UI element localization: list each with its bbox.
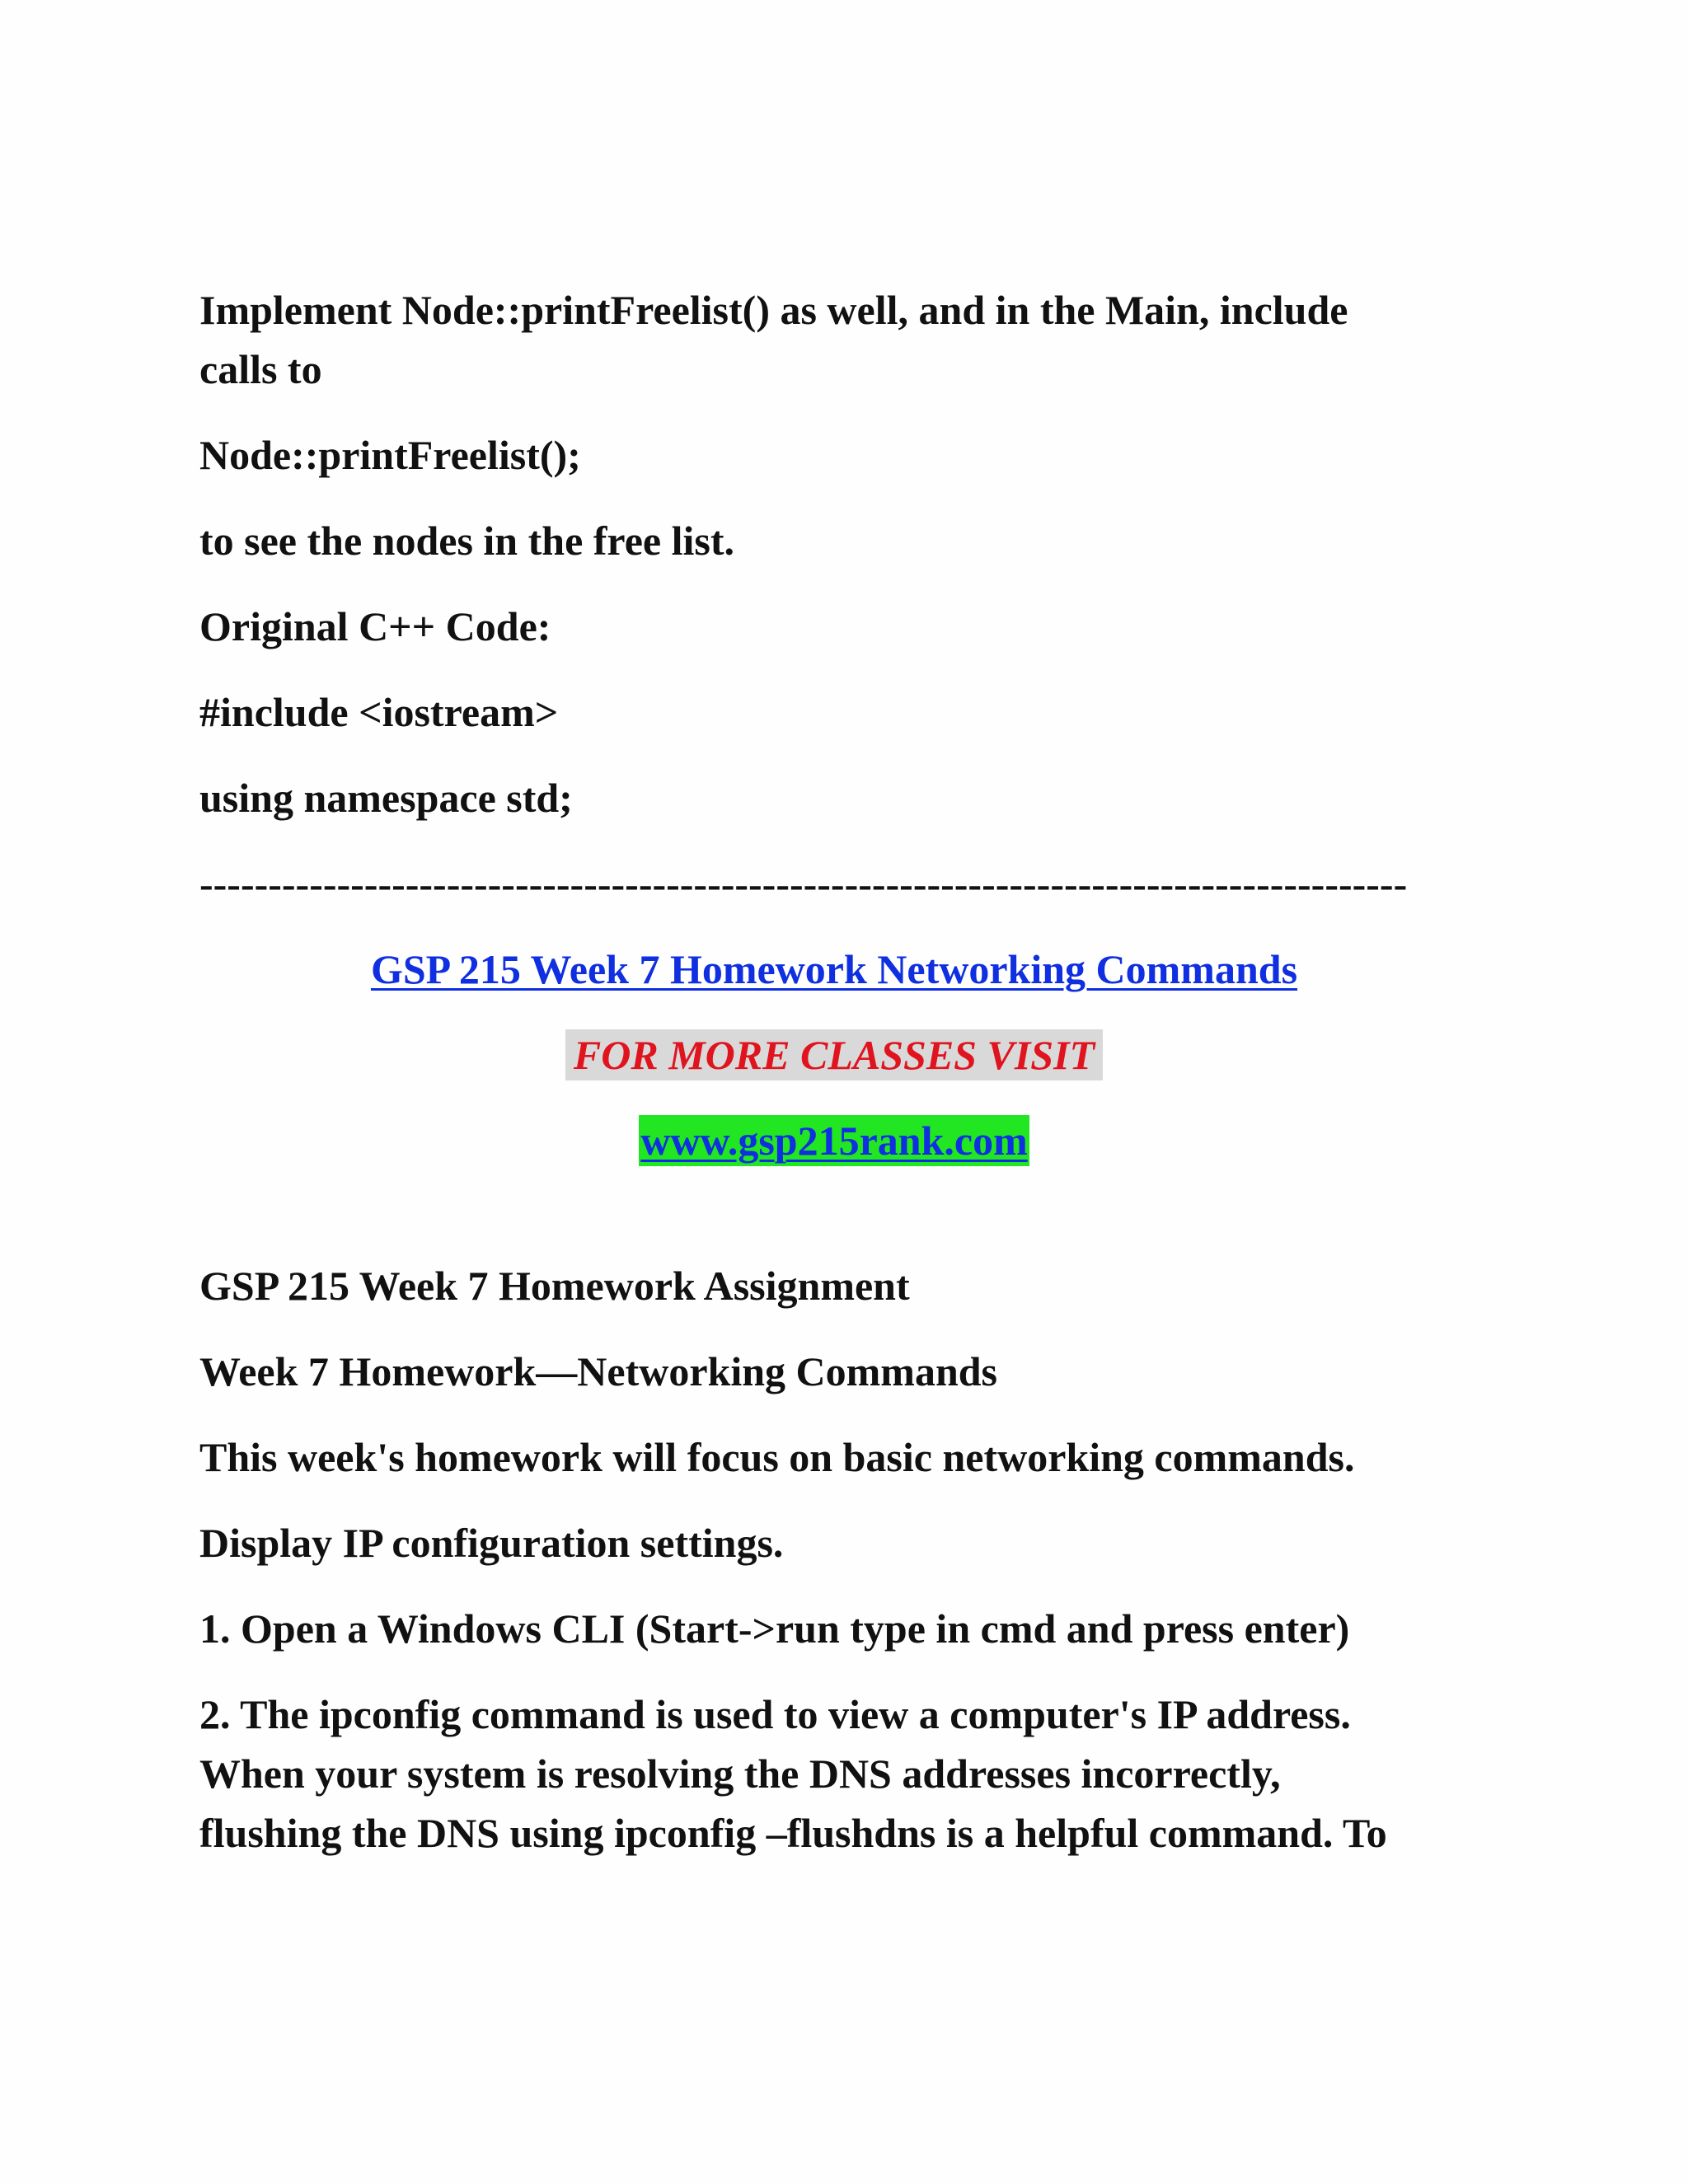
homework-title-link[interactable]: GSP 215 Week 7 Homework Networking Commands xyxy=(370,946,1298,992)
promo-title-row xyxy=(199,940,1469,999)
more-classes-banner: FOR MORE CLASSES VISIT xyxy=(565,1029,1103,1080)
step-2-line-2: When your system is resolving the DNS addresses incorrectly, xyxy=(199,1750,1281,1797)
document-body xyxy=(199,280,1535,1889)
original-code-label: Original C++ Code: xyxy=(199,603,551,649)
display-ip-line: Display IP configuration settings. xyxy=(199,1520,784,1566)
intro-line-2: calls to xyxy=(199,346,322,392)
step-2-paragraph xyxy=(199,1685,1535,1863)
focus-line: This week's homework will focus on basic networking commands. xyxy=(199,1434,1355,1480)
using-line: using namespace std; xyxy=(199,775,573,821)
promo-site-row xyxy=(199,1111,1469,1170)
see-nodes-line: to see the nodes in the free list. xyxy=(199,518,734,564)
step-1-line: 1. Open a Windows CLI (Start->run type in cmd and press enter) xyxy=(199,1605,1350,1652)
step-2-line-3: flushing the DNS using ipconfig –flushdns is a helpful command. To xyxy=(199,1810,1387,1856)
include-line: #include <iostream> xyxy=(199,689,559,735)
code-call-line: Node::printFreelist(); xyxy=(199,432,581,478)
promo-visit-row xyxy=(199,1025,1469,1085)
assignment-subheading: Week 7 Homework—Networking Commands xyxy=(199,1348,998,1394)
intro-line-1: Implement Node::printFreelist() as well, and in the Main, include xyxy=(199,287,1348,333)
intro-paragraph xyxy=(199,280,1535,399)
step-2-line-1: 2. The ipconfig command is used to view a computer's IP address. xyxy=(199,1691,1351,1737)
assignment-heading: GSP 215 Week 7 Homework Assignment xyxy=(199,1263,910,1309)
divider-line: ---------------------------------------------------------------------------------------- xyxy=(199,860,1408,907)
website-link[interactable]: www.gsp215rank.com xyxy=(639,1115,1029,1166)
